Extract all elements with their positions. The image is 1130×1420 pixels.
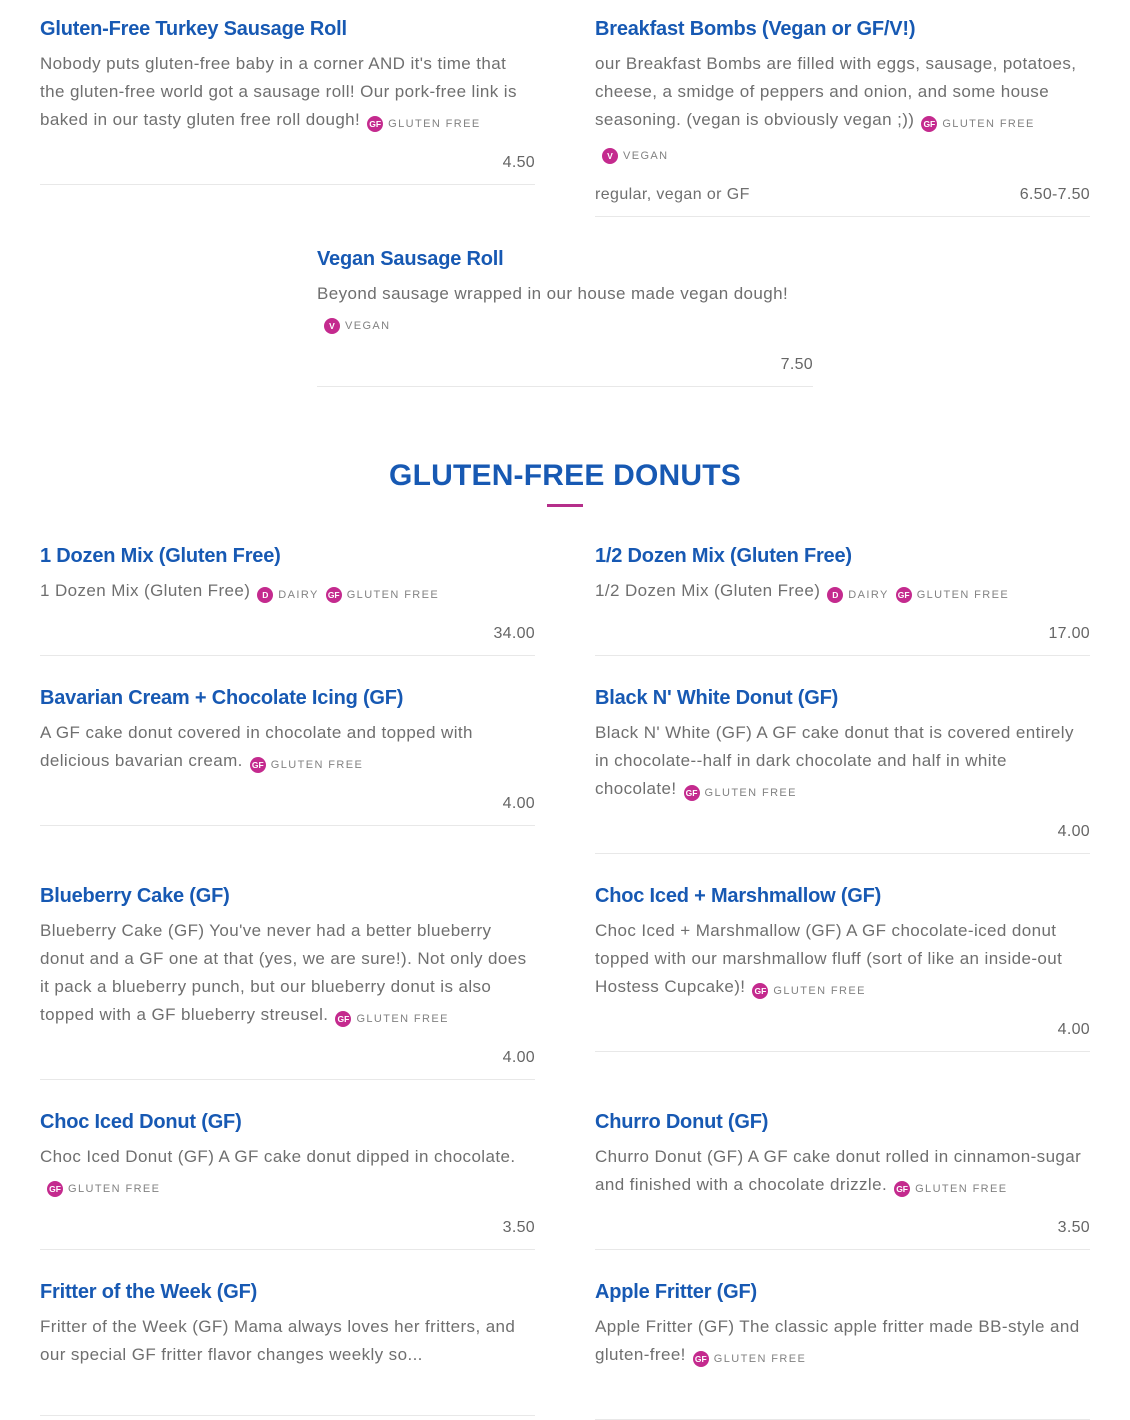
item-title[interactable]: Vegan Sausage Roll: [317, 248, 504, 270]
badge-label: DAIRY: [278, 589, 319, 601]
item-description-text: Apple Fritter (GF) The classic apple fritter made BB-style and gluten-free!: [595, 1317, 1080, 1364]
gluten-free-badge: [335, 1005, 448, 1033]
dairy-badge: [257, 581, 318, 609]
item-description-text: Fritter of the Week (GF) Mama always loves her fritters, and our special GF fritter flavor changes weekly so...: [40, 1317, 516, 1364]
badge-label: GLUTEN FREE: [704, 787, 797, 799]
item-title[interactable]: Apple Fritter (GF): [595, 1281, 757, 1303]
vegan-badge: [602, 142, 669, 170]
item-title[interactable]: 1/2 Dozen Mix (Gluten Free): [595, 545, 852, 567]
badge-label: GLUTEN FREE: [388, 118, 481, 130]
badge-code: GF: [684, 785, 700, 801]
item-description: [595, 1143, 1090, 1203]
item-price: 34.00: [493, 625, 535, 642]
badge-code: GF: [367, 116, 383, 132]
item-description: [40, 1313, 535, 1369]
item-description: [40, 917, 535, 1033]
item-price-row: [40, 1219, 535, 1237]
menu-item: [317, 248, 813, 387]
item-description: [595, 577, 1090, 609]
section-heading-underline: [547, 504, 583, 507]
item-price-row: [40, 1385, 535, 1403]
menu-grid: [40, 18, 1090, 387]
item-title[interactable]: Choc Iced + Marshmallow (GF): [595, 885, 882, 907]
item-title[interactable]: Churro Donut (GF): [595, 1111, 769, 1133]
badge-label: GLUTEN FREE: [942, 118, 1035, 130]
badge-code: GF: [250, 757, 266, 773]
item-title[interactable]: Bavarian Cream + Chocolate Icing (GF): [40, 687, 404, 709]
item-description-text: Black N' White (GF) A GF cake donut that is covered entirely in chocolate--half in dark chocolate and half in white chocolate!: [595, 723, 1074, 798]
badge-code: V: [602, 148, 618, 164]
gluten-free-badge: [47, 1175, 160, 1203]
menu-item: [595, 1281, 1090, 1420]
item-price-row: [595, 625, 1090, 643]
item-price: 6.50-7.50: [1019, 186, 1090, 203]
badge-label: DAIRY: [848, 589, 889, 601]
item-price: 4.00: [1057, 1021, 1090, 1038]
badge-code: V: [324, 318, 340, 334]
gluten-free-badge: [752, 977, 865, 1005]
menu-item: [40, 18, 535, 185]
vegan-badge: [324, 312, 391, 340]
item-description-text: our Breakfast Bombs are filled with eggs, sausage, potatoes, cheese, a smidge of peppers and onion, and some house seasoning. (vegan is obviously vegan ;)): [595, 54, 1077, 129]
section-heading-title: GLUTEN-FREE DONUTS: [389, 459, 741, 492]
item-description: [40, 50, 535, 138]
item-title[interactable]: Black N' White Donut (GF): [595, 687, 839, 709]
menu-item: [595, 545, 1090, 656]
item-description-text: Blueberry Cake (GF) You've never had a better blueberry donut and a GF one at that (yes, we are sure!). Not only does it pack a blueberry punch, but our blueberry donut is also topped with a GF blueberry streusel.: [40, 921, 527, 1024]
item-price: 3.50: [1057, 1219, 1090, 1236]
item-variation: regular, vegan or GF: [595, 186, 750, 203]
item-title[interactable]: Breakfast Bombs (Vegan or GF/V!): [595, 18, 916, 40]
item-price: 7.50: [780, 356, 813, 373]
item-description: [40, 1143, 535, 1203]
item-price-row: [595, 823, 1090, 841]
item-price-row: [40, 625, 535, 643]
item-price-row: [595, 186, 1090, 204]
item-title[interactable]: Gluten-Free Turkey Sausage Roll: [40, 18, 347, 40]
badge-code: GF: [47, 1181, 63, 1197]
menu-item: [595, 885, 1090, 1052]
item-description: [595, 1313, 1090, 1373]
item-description-text: Choc Iced + Marshmallow (GF) A GF chocolate-iced donut topped with our marshmallow fluff (sort of like an inside-out Hostess Cupcake)!: [595, 921, 1063, 996]
item-description: [317, 280, 813, 340]
gluten-free-badge: [367, 110, 480, 138]
item-description: [40, 577, 535, 609]
gluten-free-badge: [921, 110, 1034, 138]
badge-code: GF: [896, 587, 912, 603]
badge-code: GF: [693, 1351, 709, 1367]
item-description: [595, 50, 1090, 170]
badge-code: GF: [921, 116, 937, 132]
gluten-free-badge: [693, 1345, 806, 1373]
item-price: 17.00: [1048, 625, 1090, 642]
gluten-free-badge: [250, 751, 363, 779]
dairy-badge: [827, 581, 888, 609]
menu-item: [40, 885, 535, 1080]
item-title[interactable]: Choc Iced Donut (GF): [40, 1111, 242, 1133]
badge-code: GF: [894, 1181, 910, 1197]
menu-item: [40, 1281, 535, 1416]
badge-label: GLUTEN FREE: [915, 1183, 1008, 1195]
item-description: [595, 719, 1090, 807]
menu-section: [40, 459, 1090, 1420]
item-description-text: A GF cake donut covered in chocolate and topped with delicious bavarian cream.: [40, 723, 473, 770]
item-description: [595, 917, 1090, 1005]
item-description-text: Churro Donut (GF) A GF cake donut rolled in cinnamon-sugar and finished with a chocolate drizzle.: [595, 1147, 1082, 1194]
badge-label: VEGAN: [623, 150, 669, 162]
item-price-row: [317, 356, 813, 374]
badge-code: GF: [335, 1011, 351, 1027]
menu-grid: [40, 545, 1090, 1420]
item-price: 4.00: [502, 795, 535, 812]
badge-code: D: [257, 587, 273, 603]
item-price-row: [40, 1049, 535, 1067]
badge-label: GLUTEN FREE: [773, 985, 866, 997]
item-description-text: Nobody puts gluten-free baby in a corner AND it's time that the gluten-free world got a sausage roll! Our pork-free link is baked in our tasty gluten free roll dough!: [40, 54, 517, 129]
item-price: 4.50: [502, 154, 535, 171]
item-description: [40, 719, 535, 779]
item-price: 3.50: [502, 1219, 535, 1236]
menu-item: [40, 545, 535, 656]
gluten-free-badge: [896, 581, 1009, 609]
menu-item: [595, 687, 1090, 854]
badge-code: GF: [326, 587, 342, 603]
item-price: 4.00: [1057, 823, 1090, 840]
badge-label: GLUTEN FREE: [68, 1183, 161, 1195]
item-description-text: Beyond sausage wrapped in our house made vegan dough!: [317, 284, 789, 303]
menu-item: [595, 1111, 1090, 1250]
gluten-free-badge: [684, 779, 797, 807]
item-description-text: 1 Dozen Mix (Gluten Free): [40, 581, 251, 600]
menu-item: [595, 18, 1090, 217]
item-price-row: [595, 1219, 1090, 1237]
badge-label: GLUTEN FREE: [916, 589, 1010, 601]
item-price-row: [595, 1389, 1090, 1407]
badge-label: GLUTEN FREE: [713, 1353, 807, 1365]
item-price-row: [595, 1021, 1090, 1039]
gluten-free-badge: [894, 1175, 1007, 1203]
badge-label: GLUTEN FREE: [346, 589, 440, 601]
badge-code: D: [827, 587, 843, 603]
item-price-row: [40, 154, 535, 172]
badge-label: VEGAN: [345, 320, 391, 332]
gluten-free-badge: [326, 581, 439, 609]
item-description-text: 1/2 Dozen Mix (Gluten Free): [595, 581, 821, 600]
section-heading: [40, 459, 1090, 507]
item-price: 4.00: [502, 1049, 535, 1066]
badge-label: GLUTEN FREE: [356, 1013, 449, 1025]
badge-label: GLUTEN FREE: [270, 759, 364, 771]
menu-section: [40, 18, 1090, 387]
menu-item: [40, 687, 535, 826]
item-title[interactable]: Fritter of the Week (GF): [40, 1281, 258, 1303]
item-title[interactable]: Blueberry Cake (GF): [40, 885, 230, 907]
menu-item: [40, 1111, 535, 1250]
item-price-row: [40, 795, 535, 813]
item-description-text: Choc Iced Donut (GF) A GF cake donut dipped in chocolate.: [40, 1147, 516, 1166]
badge-code: GF: [752, 983, 768, 999]
item-title[interactable]: 1 Dozen Mix (Gluten Free): [40, 545, 281, 567]
